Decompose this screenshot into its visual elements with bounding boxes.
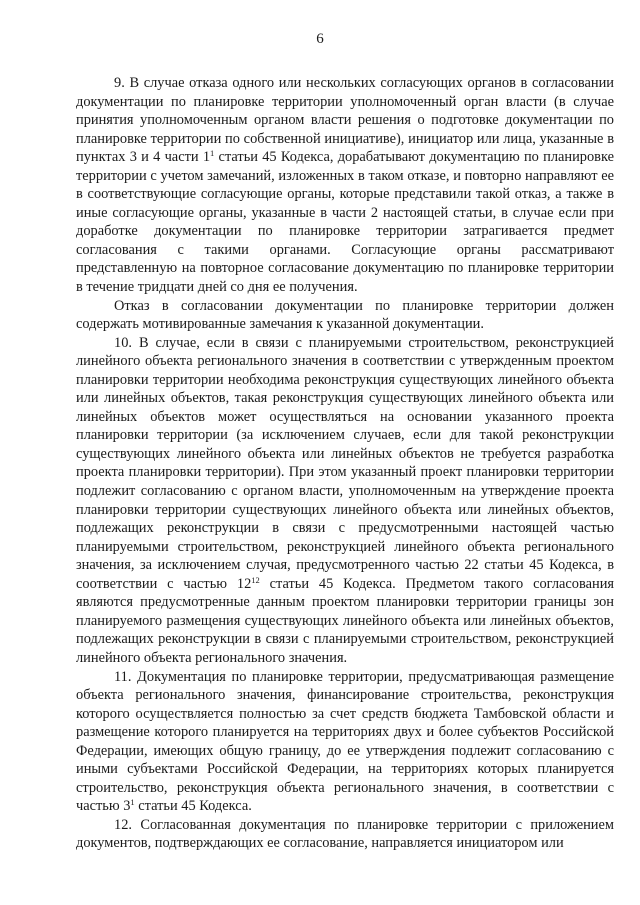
paragraph-11-superscript: 1 bbox=[130, 797, 135, 808]
paragraph-12-text: 12. Согласованная документация по планировке территории с приложением документов, подтверждающих ее согласование, направляется инициатором или bbox=[76, 816, 614, 852]
paragraph-11-text-2: статьи 45 Кодекса. bbox=[134, 798, 252, 815]
paragraph-10-superscript: 12 bbox=[251, 574, 260, 585]
paragraph-10 bbox=[76, 334, 614, 668]
paragraph-12 bbox=[76, 816, 614, 853]
paragraph-11-text-1: 11. Документация по планировке территории, предусматривающая размещение объекта регионального значения, финансирование строительства, реконструкция которого осуществляется полностью за счет средств бюджета Тамбовской области и размещение которого планируется на территориях двух и более субъектов Российской Федерации, имеющих общую границу, до ее утверждения подлежит согласованию с иными субъектами Российской Федерации, на территориях которых планируется строительство, реконструкция объекта регионального значения, в соответствии с частью 3 bbox=[76, 668, 614, 815]
paragraph-9-refusal-text: Отказ в согласовании документации по планировке территории должен содержать мотивированные замечания к указанной документации. bbox=[76, 297, 614, 333]
document-body bbox=[76, 74, 614, 853]
paragraph-10-text-2: статьи 45 Кодекса. Предметом такого согласования являются предусмотренные данным проектом планировки территории границы зон планируемого размещения существующих линейного объекта или линейных объектов, подлежащих реконструкции в связи с планируемыми строительством, реконструкцией линейного объекта регионального значения. bbox=[76, 575, 615, 666]
paragraph-9-refusal bbox=[76, 297, 614, 334]
paragraph-9-superscript: 1 bbox=[210, 148, 215, 159]
paragraph-11 bbox=[76, 668, 614, 816]
paragraph-9 bbox=[76, 74, 614, 297]
paragraph-9-text-1: 9. В случае отказа одного или нескольких согласующих органов в согласовании документации по планировке территории уполномоченный орган власти (в случае принятия уполномоченным органом власти решения о подготовке документации по планировке территории по собственной инициативе), инициатор или лица, указанные в пунктах 3 и 4 части 1 bbox=[76, 75, 614, 166]
paragraph-10-text-1: 10. В случае, если в связи с планируемыми строительством, реконструкцией линейного объекта регионального значения в соответствии с утвержденным проектом планировки территории необходима реконструкция существующих линейного объекта или линейных объектов, такая реконструкция существующих линейного объекта или линейных объектов может осуществляться на основании указанного проекта планировки территории (за исключением случаев, если для такой реконструкции существующих линейного объекта или линейных объектов не требуется разработка проекта планировки территории). При этом указанный проект планировки территории подлежит согласованию с органом власти, уполномоченным на утверждение проекта планировки территории существующих линейного объекта или линейных объектов, подлежащих реконструкции в связи с предусмотренными настоящей частью планируемыми строительством, реконструкцией линейного объекта регионального значения, за исключением случая, предусмотренного частью 22 статьи 45 Кодекса, в соответствии с частью 12 bbox=[76, 334, 614, 592]
page-number: 6 bbox=[316, 31, 324, 47]
paragraph-9-text-2: статьи 45 Кодекса, дорабатывают документацию по планировке территории с учетом замечаний, изложенных в таком отказе, и повторно направляют ее в соответствующие согласующие органы, которые представили такой отказ, а также в иные согласующие органы, указанные в части 2 настоящей статьи, в случае если при доработке документации по планировке территории затрагивается предмет согласования с такими органами. Согласующие органы рассматривают представленную на повторное согласование документацию по планировке территории в течение тридцати дней со дня ее получения. bbox=[76, 149, 614, 296]
